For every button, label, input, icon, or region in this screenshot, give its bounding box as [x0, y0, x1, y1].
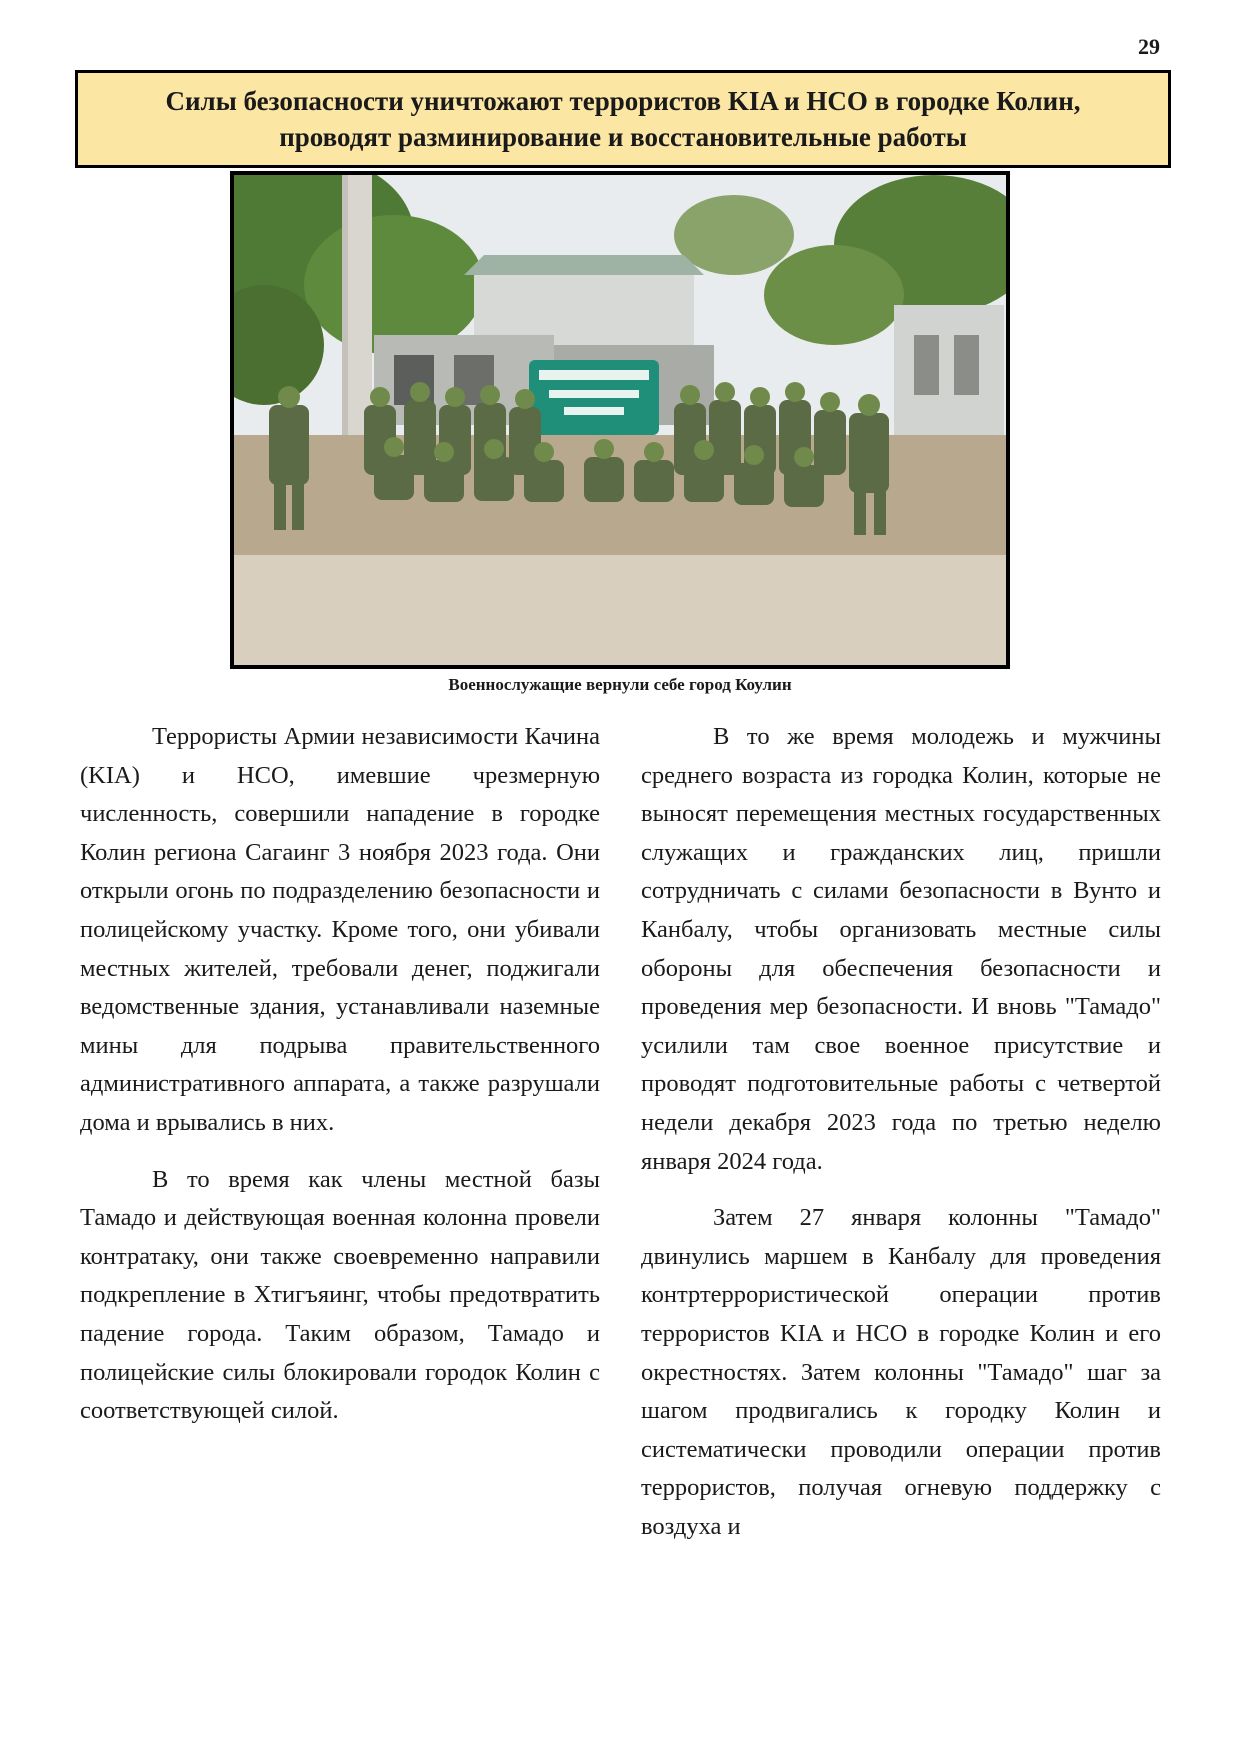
paragraph: Затем 27 января колонны "Тамадо" двинулись маршем в Канбалу для проведения контртеррористической операции против террористов KIA и НСО в городке Колин и его окрестностях. Затем колонны "Тамадо" шаг за шагом продвигались к городку Колин и систематически проводили операции против террористов, получая огневую поддержку с воздуха и: [641, 1204, 1161, 1540]
soldiers-photo-illustration: [234, 175, 1006, 665]
paragraph: Террористы Армии независимости Качина (KIA) и НСО, имевшие чрезмерную численность, совершили нападение в городке Колин региона Сагаинг 3 ноября 2023 года. Они открыли огонь по подразделению безопасности и полицейскому участку. Кроме того, они убивали местных жителей, требовали денег, поджигали ведомственные здания, устанавливали наземные мины для подрыва правительственного административного аппарата, а также разрушали дома и врывались в них.: [80, 723, 600, 1136]
article-column-left: [80, 718, 600, 1449]
article-photo: [230, 171, 1010, 669]
page-number: 29: [1138, 34, 1160, 59]
headline-box: [75, 70, 1171, 168]
paragraph: В то время как члены местной базы Тамадо и действующая военная колонна провели контратаку, они также своевременно направили подкрепление в Хтигъяинг, чтобы предотвратить падение города. Таким образом, Тамадо и полицейские силы блокировали городок Колин с соответствующей силой.: [80, 1165, 600, 1425]
headline: Силы безопасности уничтожают террористов KIA и НСО в городке Колин, проводят разминирование и восстановительные работы: [165, 86, 1081, 152]
article-column-right: [641, 718, 1161, 1564]
photo-caption: Военнослужащие вернули себе город Коулин: [448, 675, 792, 694]
paragraph: В то же время молодежь и мужчины среднего возраста из городка Колин, которые не выносят перемещения местных государственных служащих и гражданских лиц, пришли сотрудничать с силами безопасности в Вунто и Канбалу, чтобы организовать местные силы обороны для обеспечения безопасности и проведения мер безопасности. И вновь "Тамадо" усилили там свое военное присутствие и проводят подготовительные работы с четвертой недели декабря 2023 года по третью неделю января 2024 года.: [641, 723, 1161, 1175]
